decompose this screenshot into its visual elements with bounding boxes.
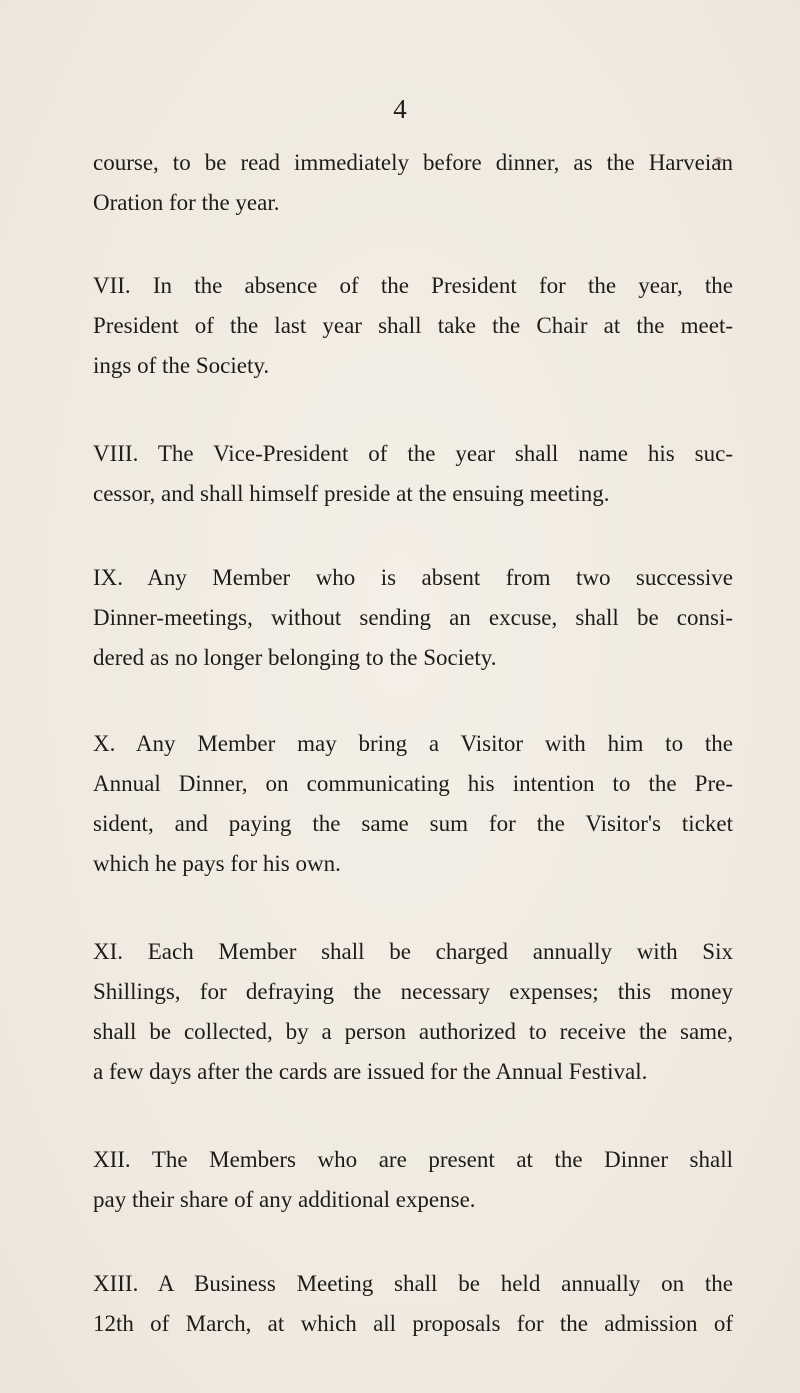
text-line: XI. Each Member shall be charged annually with Six (93, 939, 733, 964)
paragraph-continuation (93, 143, 733, 223)
text-line: VII. In the absence of the President for the year, the (93, 273, 733, 298)
text-line: a few days after the cards are issued for the Annual Festival. (93, 1059, 648, 1084)
text-line: Dinner-meetings, without sending an excuse, shall be consi- (93, 605, 733, 630)
text-line: shall be collected, by a person authorized to receive the same, (93, 1019, 733, 1044)
paragraph-rule-xi (93, 932, 733, 1092)
paragraph-rule-vii (93, 266, 733, 386)
text-line: Oration for the year. (93, 190, 280, 215)
text-line: X. Any Member may bring a Visitor with him to the (93, 731, 733, 756)
text-line: which he pays for his own. (93, 851, 341, 876)
text-line: IX. Any Member who is absent from two successive (93, 565, 733, 590)
text-line: Shillings, for defraying the necessary expenses; this money (93, 979, 733, 1004)
paragraph-rule-xii (93, 1140, 733, 1220)
text-line: cessor, and shall himself preside at the ensuing meeting. (93, 481, 610, 506)
text-line: President of the last year shall take the Chair at the meet- (93, 313, 733, 338)
paragraph-rule-x (93, 724, 733, 884)
text-line: dered as no longer belonging to the Society. (93, 645, 497, 670)
paragraph-rule-ix (93, 558, 733, 678)
text-line: course, to be read immediately before dinner, as the Harveian (93, 150, 733, 175)
paragraph-rule-xiii (93, 1264, 733, 1344)
text-line: XIII. A Business Meeting shall be held annually on the (93, 1271, 733, 1296)
text-line: XII. The Members who are present at the Dinner shall (93, 1147, 733, 1172)
text-line: sident, and paying the same sum for the Visitor's ticket (93, 811, 733, 836)
paragraph-rule-viii (93, 434, 733, 514)
text-line: Annual Dinner, on communicating his intention to the Pre- (93, 771, 733, 796)
text-line: 12th of March, at which all proposals for the admission of (93, 1311, 733, 1336)
page-number: 4 (393, 94, 407, 124)
text-line: VIII. The Vice-President of the year shall name his suc- (93, 441, 733, 466)
text-line: pay their share of any additional expense. (93, 1187, 476, 1212)
text-line: ings of the Society. (93, 353, 270, 378)
